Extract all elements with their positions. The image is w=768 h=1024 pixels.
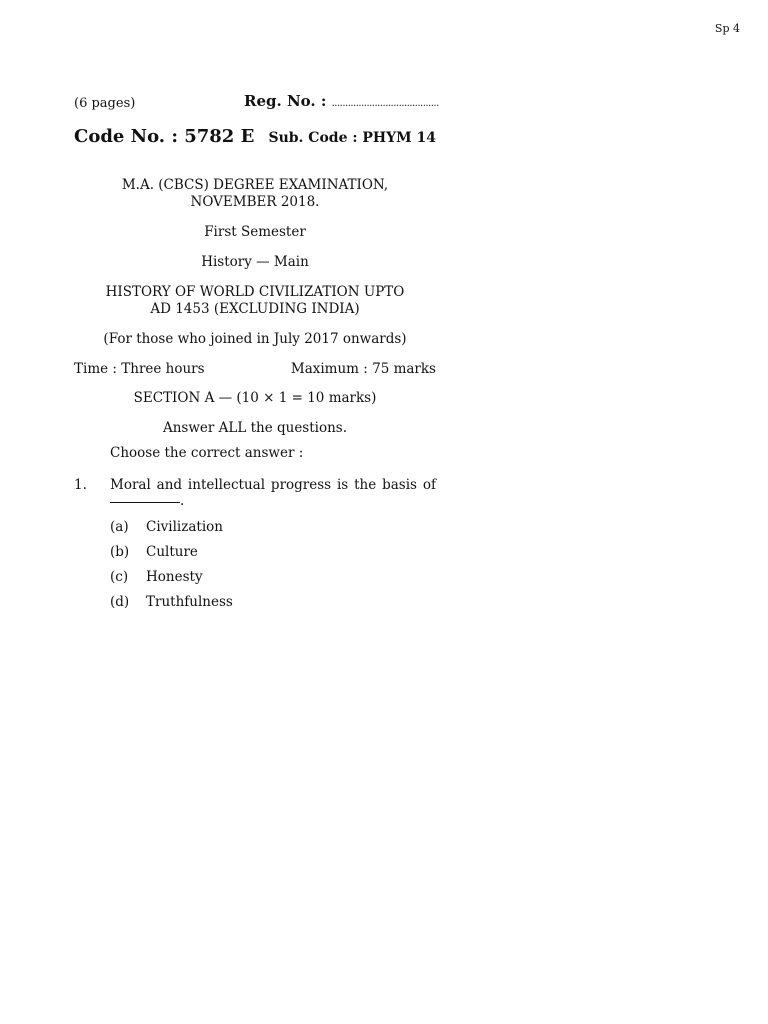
subject-title-line-2: AD 1453 (EXCLUDING INDIA) <box>150 301 360 317</box>
option-key: (a) <box>110 519 129 535</box>
time-allowed: Time : Three hours <box>74 361 205 377</box>
reg-dots: ........................................ <box>331 98 439 109</box>
option-item <box>110 544 436 560</box>
question-number: 1. <box>74 477 87 493</box>
exam-title-line-1: M.A. (CBCS) DEGREE EXAMINATION, <box>121 177 389 193</box>
options-list <box>110 519 436 610</box>
question-text: Moral and intellectual progress is the basis of <box>110 477 436 493</box>
paper-name: History — Main <box>201 254 309 270</box>
option-item <box>110 594 436 610</box>
question-item <box>74 477 436 509</box>
answer-blank <box>110 501 180 503</box>
option-text: Culture <box>146 544 198 560</box>
option-text: Civilization <box>146 519 223 535</box>
semester: First Semester <box>204 224 306 240</box>
option-text: Truthfulness <box>146 594 233 610</box>
maximum-marks: Maximum : 75 marks <box>290 361 436 377</box>
page-count: (6 pages) <box>74 96 136 111</box>
question-text-block: Moral and intellectual progress is the basis of . <box>110 477 436 509</box>
registration-number <box>244 92 439 110</box>
subject-code: Sub. Code : PHYM 14 <box>268 130 436 146</box>
code-number: Code No. : 5782 E <box>74 126 255 147</box>
page-code-label: Sp 4 <box>714 22 740 35</box>
subject-title <box>74 284 436 318</box>
eligibility-note: (For those who joined in July 2017 onwards) <box>103 331 407 347</box>
section-heading: SECTION A — (10 × 1 = 10 marks) <box>133 390 377 406</box>
exam-title <box>74 177 436 211</box>
subject-title-line-1: HISTORY OF WORLD CIVILIZATION UPTO <box>105 284 405 300</box>
option-item <box>110 569 436 585</box>
time-marks-row <box>74 361 436 377</box>
option-item <box>110 519 436 535</box>
option-text: Honesty <box>146 569 203 585</box>
section-instruction: Answer ALL the questions. <box>162 420 348 436</box>
exam-column <box>74 92 439 619</box>
header-row <box>74 92 439 112</box>
code-row <box>74 126 436 147</box>
option-key: (c) <box>110 569 129 585</box>
choose-instruction: Choose the correct answer : <box>110 445 304 461</box>
exam-title-line-2: NOVEMBER 2018. <box>190 194 320 210</box>
option-key: (d) <box>110 594 130 610</box>
option-key: (b) <box>110 544 130 560</box>
reg-label: Reg. No. : <box>244 92 327 110</box>
